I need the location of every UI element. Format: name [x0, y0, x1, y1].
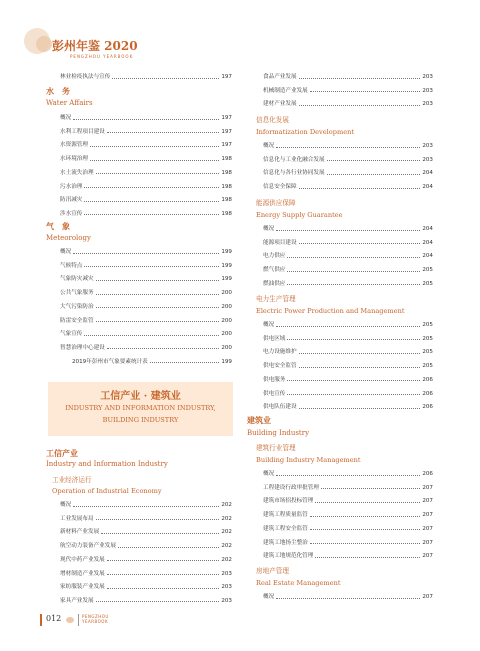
toc-entry-page: 198	[221, 197, 232, 204]
dot-leader	[107, 348, 220, 349]
toc-entry[interactable]	[72, 357, 232, 365]
toc-entry-page: 203	[221, 597, 232, 604]
dot-leader	[287, 380, 420, 381]
toc-entry-page: 206	[422, 390, 433, 397]
dot-leader	[327, 174, 421, 175]
subsection-title-building-management: 建筑行业管理	[256, 444, 296, 452]
toc-entry-label: 工业发展布局	[60, 515, 94, 522]
toc-entry[interactable]	[263, 320, 433, 328]
toc-entry[interactable]	[263, 524, 433, 532]
toc-entry[interactable]	[60, 168, 232, 176]
section-subtitle-building: Building Industry	[247, 429, 310, 437]
toc-entry-label: 2019年彭州市气象要素统计表	[72, 358, 148, 365]
toc-entry-page: 207	[422, 553, 433, 560]
toc-entry-label: 概况	[263, 471, 275, 477]
section-subtitle-weather: Meteorology	[46, 234, 91, 242]
section-title-realestate: 房地产管理	[256, 567, 289, 575]
toc-entry-label: 机械制造产业发展	[263, 87, 308, 94]
toc-entry[interactable]	[263, 483, 433, 491]
footer-divider	[40, 614, 42, 626]
toc-entry-label: 智慧治理中心建设	[60, 344, 105, 351]
toc-entry[interactable]	[60, 514, 232, 522]
toc-entry-label: 概况	[60, 115, 72, 121]
footer-logo-icon	[66, 617, 74, 623]
banner-title: 工信产业 · 建筑业	[100, 391, 181, 402]
toc-entry-label: 能源项目建设	[263, 239, 297, 246]
banner-subtitle	[48, 402, 233, 426]
footer-separator	[78, 614, 79, 626]
page-header	[0, 0, 480, 70]
dot-leader	[327, 160, 421, 161]
toc-entry-page: 198	[221, 156, 232, 163]
toc-entry-page: 199	[221, 249, 232, 255]
toc-entry[interactable]	[263, 72, 433, 80]
toc-entry-page: 204	[422, 253, 433, 260]
toc-entry-label: 林业检疫执法与宣传	[60, 74, 111, 80]
toc-entry-page: 206	[422, 471, 433, 477]
toc-entry[interactable]	[263, 141, 433, 149]
dot-leader	[107, 132, 220, 133]
toc-entry-label: 概况	[60, 502, 72, 508]
dot-leader	[287, 271, 420, 272]
subsection-subtitle-industrial-economy: Operation of Industrial Economy	[52, 487, 162, 495]
dot-leader	[96, 519, 220, 520]
dot-leader	[84, 266, 219, 267]
toc-entry-label: 涉水宣传	[60, 210, 83, 217]
toc-entry-label: 防雷安全监管	[60, 317, 94, 324]
toc-entry-label: 概况	[60, 249, 72, 255]
toc-entry[interactable]	[263, 551, 433, 559]
toc-entry-label: 现代中药产业发展	[60, 556, 105, 563]
toc-entry-page: 200	[221, 290, 232, 297]
toc-entry[interactable]	[263, 375, 433, 383]
toc-entry-label: 概况	[263, 226, 275, 232]
toc-entry[interactable]	[263, 469, 433, 477]
section-title-power: 电力生产管理	[256, 295, 296, 303]
toc-entry[interactable]	[263, 182, 433, 190]
dot-leader	[118, 547, 219, 548]
toc-entry-page: 197	[221, 74, 232, 80]
toc-entry-page: 203	[221, 570, 232, 577]
toc-entry[interactable]	[263, 265, 433, 273]
dot-leader	[96, 294, 220, 295]
page-footer	[40, 613, 240, 627]
toc-entry[interactable]	[263, 361, 433, 369]
dot-leader	[310, 516, 421, 517]
toc-entry[interactable]	[60, 500, 232, 508]
toc-entry-label: 气象防灾减灾	[60, 276, 94, 283]
toc-entry[interactable]	[60, 195, 232, 203]
toc-entry[interactable]	[60, 72, 232, 80]
toc-entry[interactable]	[263, 168, 433, 176]
toc-entry-page: 204	[422, 170, 433, 177]
dot-leader	[299, 408, 421, 409]
dot-leader	[315, 557, 420, 558]
toc-entry[interactable]	[60, 182, 232, 190]
dot-leader	[107, 560, 220, 561]
toc-entry-label: 公共气象服务	[60, 290, 94, 297]
section-banner	[48, 382, 233, 436]
toc-entry-page: 207	[422, 594, 433, 600]
toc-entry-label: 食品产业发展	[263, 74, 297, 80]
toc-entry-label: 家具产业发展	[60, 597, 94, 604]
toc-entry-page: 205	[422, 349, 433, 356]
toc-entry-label: 建筑工程质量监管	[263, 512, 308, 519]
toc-entry-label: 增材制造产业发展	[60, 570, 105, 577]
toc-entry-page: 207	[422, 539, 433, 546]
toc-entry[interactable]	[60, 288, 232, 296]
toc-entry-page: 203	[422, 87, 433, 94]
dot-leader	[96, 173, 220, 174]
toc-entry[interactable]	[60, 274, 232, 282]
toc-entry-page: 206	[422, 404, 433, 411]
dot-leader	[276, 475, 420, 476]
dot-leader	[84, 201, 219, 202]
subsection-title-industrial-economy: 工业经济运行	[52, 476, 92, 484]
toc-entry-page: 200	[221, 344, 232, 351]
toc-entry-page: 203	[422, 101, 433, 108]
dot-leader	[112, 78, 219, 79]
toc-entry-page: 197	[221, 128, 232, 135]
toc-entry-page: 200	[221, 317, 232, 324]
toc-entry-label: 建筑工地规范化管理	[263, 553, 314, 560]
toc-entry[interactable]	[60, 329, 232, 337]
section-subtitle-energy: Energy Supply Guarantee	[256, 211, 343, 219]
dot-leader	[107, 574, 220, 575]
toc-entry[interactable]	[263, 389, 433, 397]
dot-leader	[321, 488, 420, 489]
toc-entry-label: 燃油供应	[263, 280, 286, 287]
toc-entry-label: 建筑工地扬尘整治	[263, 539, 308, 546]
toc-entry[interactable]	[263, 238, 433, 246]
section-subtitle-info: Informatization Development	[256, 128, 354, 136]
toc-entry-label: 建筑市场招投标管理	[263, 498, 314, 505]
toc-entry[interactable]	[60, 569, 232, 577]
dot-leader	[276, 598, 420, 599]
dot-leader	[310, 543, 421, 544]
toc-entry-label: 建材产业发展	[263, 101, 297, 108]
toc-entry-page: 207	[422, 512, 433, 519]
toc-entry[interactable]	[263, 510, 433, 518]
toc-entry[interactable]	[60, 316, 232, 324]
toc-entry-page: 202	[221, 556, 232, 563]
dot-leader	[276, 147, 420, 148]
toc-entry[interactable]	[263, 538, 433, 546]
toc-entry-page: 207	[422, 498, 433, 505]
footer-label-line1: PENGZHOU	[82, 614, 109, 619]
toc-entry-label: 防汛减灾	[60, 197, 83, 204]
toc-entry-page: 199	[221, 276, 232, 283]
dot-leader	[299, 105, 421, 106]
dot-leader	[84, 187, 219, 188]
section-subtitle-water: Water Affairs	[46, 99, 93, 107]
toc-entry-page: 198	[221, 183, 232, 190]
toc-entry-page: 207	[422, 525, 433, 532]
toc-entry[interactable]	[263, 592, 433, 600]
section-subtitle-industry: Industry and Information Industry	[46, 460, 168, 468]
dot-leader	[299, 243, 421, 244]
toc-entry-label: 航空动力装备产业发展	[60, 543, 116, 550]
toc-entry-label: 大气污染防治	[60, 303, 94, 310]
toc-entry-label: 水土流失治理	[60, 169, 94, 176]
toc-entry-label: 污水治理	[60, 183, 83, 190]
toc-entry-label: 供电队伍建设	[263, 404, 297, 411]
toc-entry-label: 概况	[263, 594, 275, 600]
toc-entry-page: 199	[221, 262, 232, 269]
toc-entry[interactable]	[60, 596, 232, 604]
toc-entry-page: 205	[422, 322, 433, 328]
toc-entry[interactable]	[60, 154, 232, 162]
toc-entry[interactable]	[263, 402, 433, 410]
banner-subtitle-line2: BUILDING INDUSTRY	[102, 416, 179, 424]
dot-leader	[287, 394, 420, 395]
toc-entry[interactable]	[60, 555, 232, 563]
toc-entry-page: 200	[221, 303, 232, 310]
toc-entry-label: 家纺服装产业发展	[60, 584, 105, 591]
toc-entry-label: 概况	[263, 143, 275, 149]
dot-leader	[96, 321, 220, 322]
toc-entry-page: 204	[422, 226, 433, 232]
toc-entry[interactable]	[60, 113, 232, 121]
toc-entry-page: 204	[422, 184, 433, 191]
dot-leader	[299, 353, 421, 354]
toc-entry[interactable]	[60, 209, 232, 217]
toc-entry-label: 供电宣传	[263, 390, 286, 397]
section-title-building: 建筑业	[247, 415, 271, 425]
toc-entry-label: 信息化与工业化融合发展	[263, 156, 325, 163]
dot-leader	[299, 367, 421, 368]
toc-entry-page: 202	[221, 529, 232, 536]
dot-leader	[315, 502, 420, 503]
section-title-info: 信息化发展	[256, 116, 289, 124]
toc-entry[interactable]	[263, 347, 433, 355]
header-subtitle: PENGZHOU YEARBOOK	[70, 54, 134, 59]
dot-leader	[96, 280, 220, 281]
toc-entry-label: 电力设施维护	[263, 349, 297, 356]
dot-leader	[96, 307, 220, 308]
toc-entry-page: 197	[221, 142, 232, 149]
toc-entry[interactable]	[263, 99, 433, 107]
dot-leader	[107, 588, 220, 589]
toc-entry-label: 信息化与各行业协同发展	[263, 170, 325, 177]
toc-entry-page: 200	[221, 331, 232, 338]
toc-entry-label: 供电区域	[263, 335, 286, 342]
toc-entry[interactable]	[263, 496, 433, 504]
dot-leader	[84, 214, 219, 215]
toc-entry-label: 气象宣传	[60, 331, 83, 338]
toc-entry-page: 203	[422, 143, 433, 149]
page-number: 012	[46, 614, 62, 623]
toc-entry-page: 204	[422, 239, 433, 246]
toc-entry-label: 工程建设行政审批管理	[263, 484, 319, 491]
dot-leader	[276, 326, 420, 327]
banner-subtitle-line1: INDUSTRY AND INFORMATION INDUSTRY,	[65, 404, 216, 412]
toc-entry[interactable]	[263, 251, 433, 259]
toc-entry[interactable]	[60, 527, 232, 535]
toc-entry-label: 水环境治理	[60, 156, 88, 163]
toc-entry-label: 供电服务	[263, 376, 286, 383]
dot-leader	[101, 533, 219, 534]
yearbook-logo-accent-icon	[36, 36, 52, 52]
toc-entry[interactable]	[60, 127, 232, 135]
toc-entry-page: 207	[422, 484, 433, 491]
toc-entry[interactable]	[263, 334, 433, 342]
toc-entry-label: 水利工程项目建设	[60, 128, 105, 135]
toc-entry-label: 信息安全保障	[263, 184, 297, 191]
toc-entry-label: 气候特点	[60, 262, 83, 269]
toc-entry[interactable]	[60, 343, 232, 351]
toc-entry-label: 水资源管理	[60, 142, 88, 149]
toc-entry[interactable]	[60, 261, 232, 269]
toc-entry-label: 建筑工程安全监管	[263, 525, 308, 532]
toc-entry-label: 概况	[263, 322, 275, 328]
dot-leader	[73, 253, 219, 254]
toc-entry-page: 199	[221, 358, 232, 365]
dot-leader	[287, 284, 420, 285]
toc-entry-page: 202	[221, 515, 232, 522]
toc-entry-page: 203	[422, 156, 433, 163]
toc-entry[interactable]	[60, 247, 232, 255]
toc-entry-label: 电力供应	[263, 253, 286, 260]
dot-leader	[73, 506, 219, 507]
toc-entry-page: 198	[221, 169, 232, 176]
header-title: 彭州年鉴 2020	[52, 39, 138, 53]
dot-leader	[276, 230, 420, 231]
toc-entry-label: 供电安全监管	[263, 363, 297, 370]
section-title-industry: 工信产业	[46, 448, 78, 458]
section-title-energy: 能源供应保障	[256, 199, 296, 207]
section-title-water: 水 务	[46, 86, 70, 96]
toc-entry[interactable]	[60, 582, 232, 590]
toc-entry-page: 205	[422, 280, 433, 287]
toc-entry[interactable]	[263, 279, 433, 287]
dot-leader	[73, 119, 219, 120]
toc-entry-page: 198	[221, 210, 232, 217]
toc-entry-page: 203	[221, 584, 232, 591]
toc-entry[interactable]	[263, 86, 433, 94]
dot-leader	[299, 78, 421, 79]
dot-leader	[150, 362, 220, 363]
dot-leader	[310, 529, 421, 530]
section-title-weather: 气 象	[46, 221, 70, 231]
section-subtitle-realestate: Real Estate Management	[256, 579, 341, 587]
footer-yearbook-label	[82, 614, 109, 624]
subsection-subtitle-building-management: Building Industry Management	[256, 456, 361, 464]
dot-leader	[287, 257, 420, 258]
toc-entry-page: 205	[422, 267, 433, 274]
toc-entry-page: 205	[422, 363, 433, 370]
toc-entry-page: 205	[422, 335, 433, 342]
dot-leader	[299, 188, 421, 189]
toc-entry[interactable]	[60, 140, 232, 148]
toc-entry[interactable]	[263, 155, 433, 163]
toc-entry-label: 燃气供应	[263, 267, 286, 274]
toc-entry-page: 206	[422, 376, 433, 383]
dot-leader	[90, 146, 219, 147]
toc-entry[interactable]	[60, 302, 232, 310]
toc-entry-page: 202	[221, 502, 232, 508]
toc-entry-label: 新材料产业发展	[60, 529, 100, 536]
toc-entry-page: 197	[221, 115, 232, 121]
dot-leader	[310, 91, 421, 92]
dot-leader	[90, 160, 219, 161]
footer-label-line2: YEARBOOK	[82, 619, 109, 624]
toc-entry[interactable]	[60, 541, 232, 549]
dot-leader	[287, 339, 420, 340]
section-subtitle-power: Electric Power Production and Management	[256, 307, 405, 315]
toc-entry[interactable]	[263, 224, 433, 232]
dot-leader	[96, 601, 220, 602]
toc-entry-page: 203	[422, 74, 433, 80]
dot-leader	[84, 335, 219, 336]
toc-entry-page: 202	[221, 543, 232, 550]
